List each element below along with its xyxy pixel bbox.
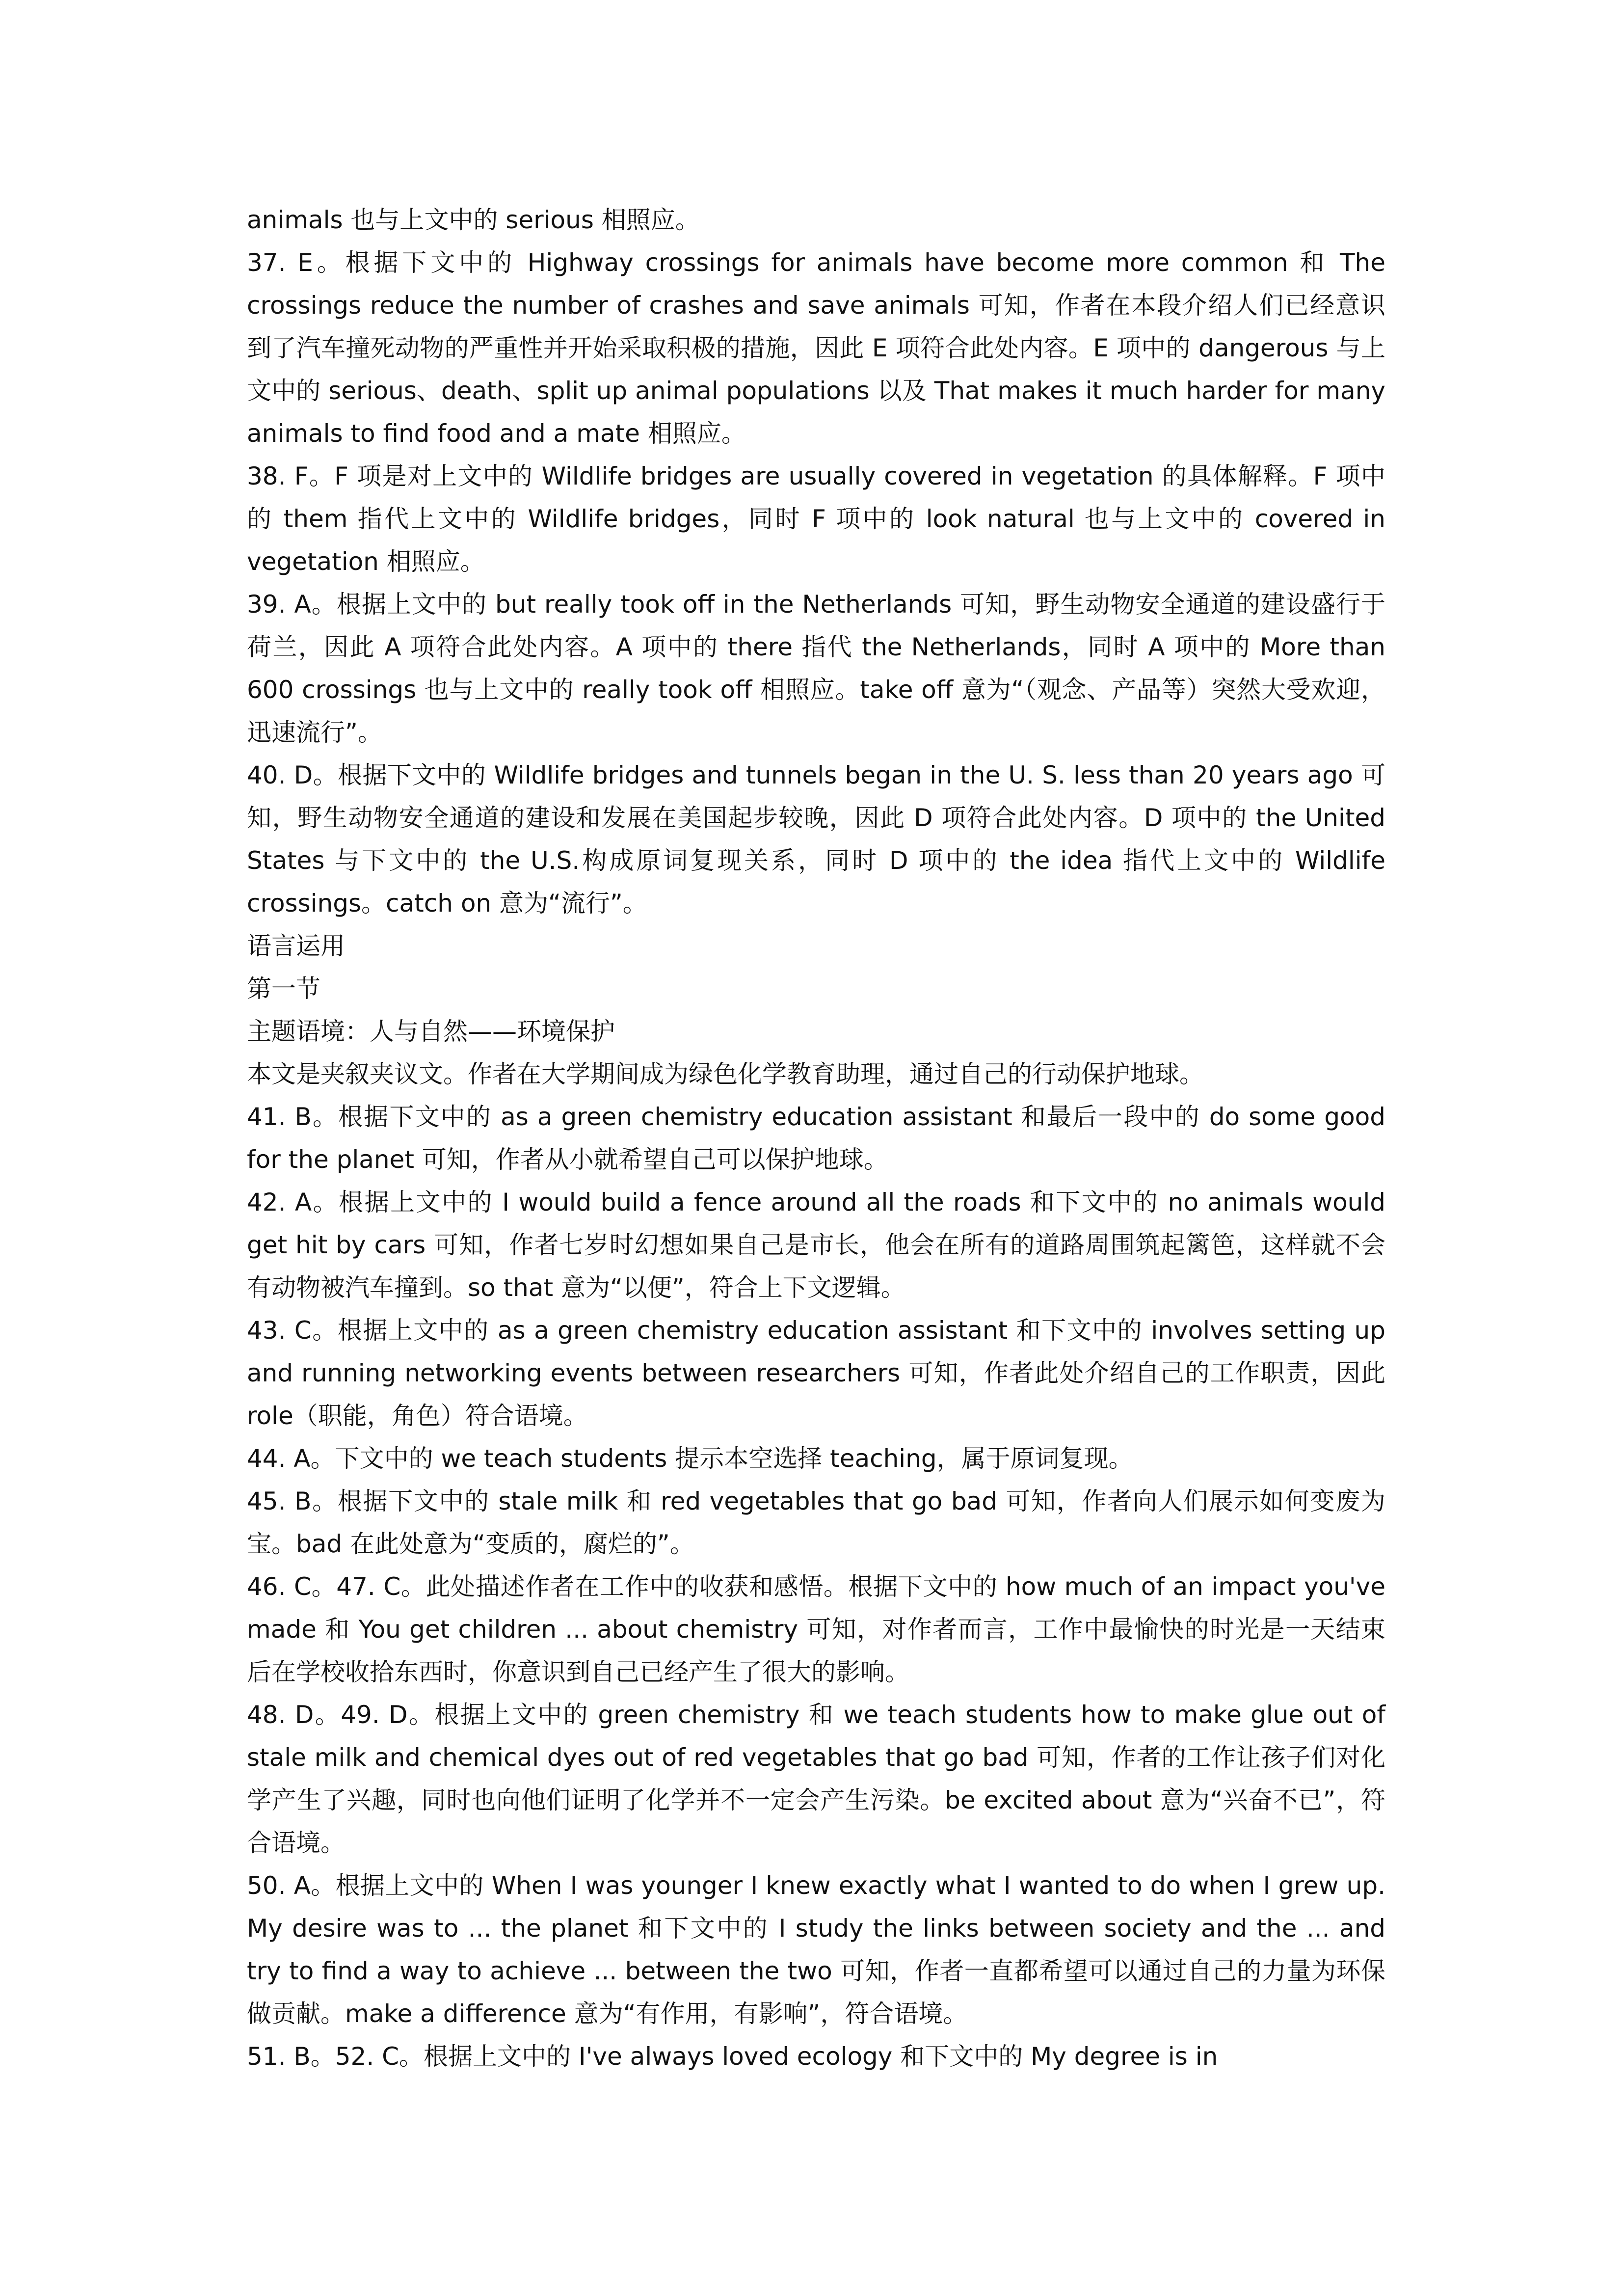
document-page — [247, 199, 1385, 2078]
answer-44: 44. A。下文中的 we teach students 提示本空选择 teaching，属于原词复现。 — [247, 1444, 1133, 1473]
paragraph-continuation: animals 也与上文中的 serious 相照应。 — [247, 206, 700, 234]
answer-43: 43. C。根据上文中的 as a green chemistry education assistant 和下文中的 involves setting up and running networking events between researchers 可知，作者此处介绍自己的工作职责，因此 role（职能，角色）符合语境。 — [247, 1316, 1385, 1430]
theme-context: 主题语境：人与自然——环境保护 — [247, 1017, 615, 1046]
answer-39: 39. A。根据上文中的 but really took off in the Netherlands 可知，野生动物安全通道的建设盛行于荷兰，因此 A 项符合此处内容。A 项中的 there 指代 the Netherlands，同时 A 项中的 More than 600 crossings 也与上文中的 really took off 相照应。take off 意为“（观念、产品等）突然大受欢迎，迅速流行”。 — [247, 590, 1385, 747]
answer-51-52: 51. B。52. C。根据上文中的 I've always loved ecology 和下文中的 My degree is in — [247, 2042, 1218, 2071]
answer-41: 41. B。根据下文中的 as a green chemistry education assistant 和最后一段中的 do some good for the planet 可知，作者从小就希望自己可以保护地球。 — [247, 1103, 1385, 1174]
section-heading-language-use: 语言运用 — [247, 932, 345, 960]
answer-48-49: 48. D。49. D。根据上文中的 green chemistry 和 we teach students how to make glue out of stale milk and chemical dyes out of red vegetables that go bad 可知，作者的工作让孩子们对化学产生了兴趣，同时也向他们证明了化学并不一定会产生污染。be excited about 意为“兴奋不已”，符合语境。 — [247, 1701, 1385, 1857]
answer-38: 38. F。F 项是对上文中的 Wildlife bridges are usually covered in vegetation 的具体解释。F 项中的 them 指代上文中的 Wildlife bridges，同时 F 项中的 look natural 也与上文中的 covered in vegetation 相照应。 — [247, 462, 1385, 576]
answer-37: 37. E。根据下文中的 Highway crossings for animals have become more common 和 The crossings reduce the number of crashes and save animals 可知，作者在本段介绍人们已经意识到了汽车撞死动物的严重性并开始采取积极的措施，因此 E 项符合此处内容。E 项中的 dangerous 与上文中的 serious、death、split up animal populations 以及 That makes it much harder for many animals to find food and a mate 相照应。 — [247, 248, 1385, 448]
answer-42: 42. A。根据上文中的 I would build a fence around all the roads 和下文中的 no animals would get hit by cars 可知，作者七岁时幻想如果自己是市长，他会在所有的道路周围筑起篱笆，这样就不会有动物被汽车撞到。so that 意为“以便”，符合上下文逻辑。 — [247, 1188, 1385, 1302]
answer-45: 45. B。根据下文中的 stale milk 和 red vegetables that go bad 可知，作者向人们展示如何变废为宝。bad 在此处意为“变质的，腐烂的”。 — [247, 1487, 1385, 1558]
passage-summary: 本文是夹叙夹议文。作者在大学期间成为绿色化学教育助理，通过自己的行动保护地球。 — [247, 1060, 1204, 1088]
section-heading-part-one: 第一节 — [247, 974, 320, 1003]
answer-50: 50. A。根据上文中的 When I was younger I knew exactly what I wanted to do when I grew up. My desire was to ... the planet 和下文中的 I study the links between society and the ... and try to find a way to achieve ... between the two 可知，作者一直都希望可以通过自己的力量为环保做贡献。make a difference 意为“有作用，有影响”，符合语境。 — [247, 1871, 1385, 2028]
answer-46-47: 46. C。47. C。此处描述作者在工作中的收获和感悟。根据下文中的 how much of an impact you've made 和 You get children ... about chemistry 可知，对作者而言，工作中最愉快的时光是一天结束后在学校收拾东西时，你意识到自己已经产生了很大的影响。 — [247, 1572, 1385, 1686]
answer-40: 40. D。根据下文中的 Wildlife bridges and tunnels began in the U. S. less than 20 years ago 可知，野生动物安全通道的建设和发展在美国起步较晚，因此 D 项符合此处内容。D 项中的 the United States 与下文中的 the U.S.构成原词复现关系，同时 D 项中的 the idea 指代上文中的 Wildlife crossings。catch on 意为“流行”。 — [247, 761, 1385, 918]
